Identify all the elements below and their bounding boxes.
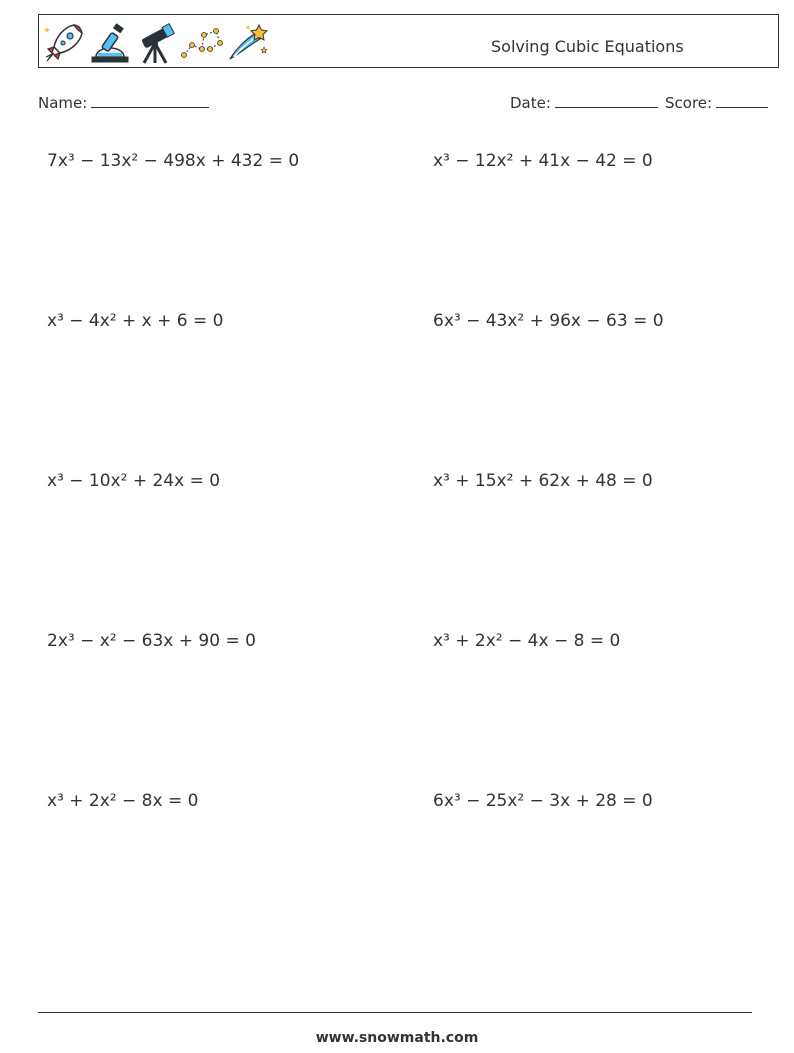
score-field [665,94,768,112]
worksheet-title: Solving Cubic Equations [491,37,684,56]
shooting-star-icon [226,19,269,65]
name-field [38,94,209,112]
problem-7 [47,631,256,651]
problem-2 [433,151,653,171]
name-blank[interactable] [91,94,209,108]
problem-equation: x³ + 15x² + 62x + 48 = 0 [433,471,653,491]
footer-url[interactable]: www.snowmath.com [315,1030,479,1046]
problem-9 [47,791,198,811]
problem-equation: 2x³ − x² − 63x + 90 = 0 [47,631,256,651]
score-blank[interactable] [716,94,768,108]
problem-equation: 7x³ − 13x² − 498x + 432 = 0 [47,151,300,171]
observatory-icon [88,19,131,65]
rocket-icon [42,19,85,65]
score-label: Score: [665,94,713,112]
constellation-icon [180,19,223,65]
telescope-icon [134,19,177,65]
problem-equation: x³ − 4x² + x + 6 = 0 [47,311,224,331]
problem-equation: x³ + 2x² − 4x − 8 = 0 [433,631,621,651]
date-label: Date: [510,94,551,112]
worksheet-header [38,14,779,68]
problem-10 [433,791,653,811]
name-label: Name: [38,94,88,112]
problem-5 [47,471,220,491]
problem-equation: x³ − 12x² + 41x − 42 = 0 [433,151,653,171]
footer-divider [38,1012,752,1013]
problem-equation: 6x³ − 25x² − 3x + 28 = 0 [433,791,653,811]
problem-4 [433,311,664,331]
date-blank[interactable] [555,94,658,108]
problem-equation: 6x³ − 43x² + 96x − 63 = 0 [433,311,664,331]
problem-8 [433,631,620,651]
problem-1 [47,151,299,171]
problem-6 [433,471,653,491]
problem-equation: x³ − 10x² + 24x = 0 [47,471,221,491]
problem-equation: x³ + 2x² − 8x = 0 [47,791,199,811]
problem-3 [47,311,223,331]
date-field [510,94,658,112]
header-icons [42,19,269,65]
